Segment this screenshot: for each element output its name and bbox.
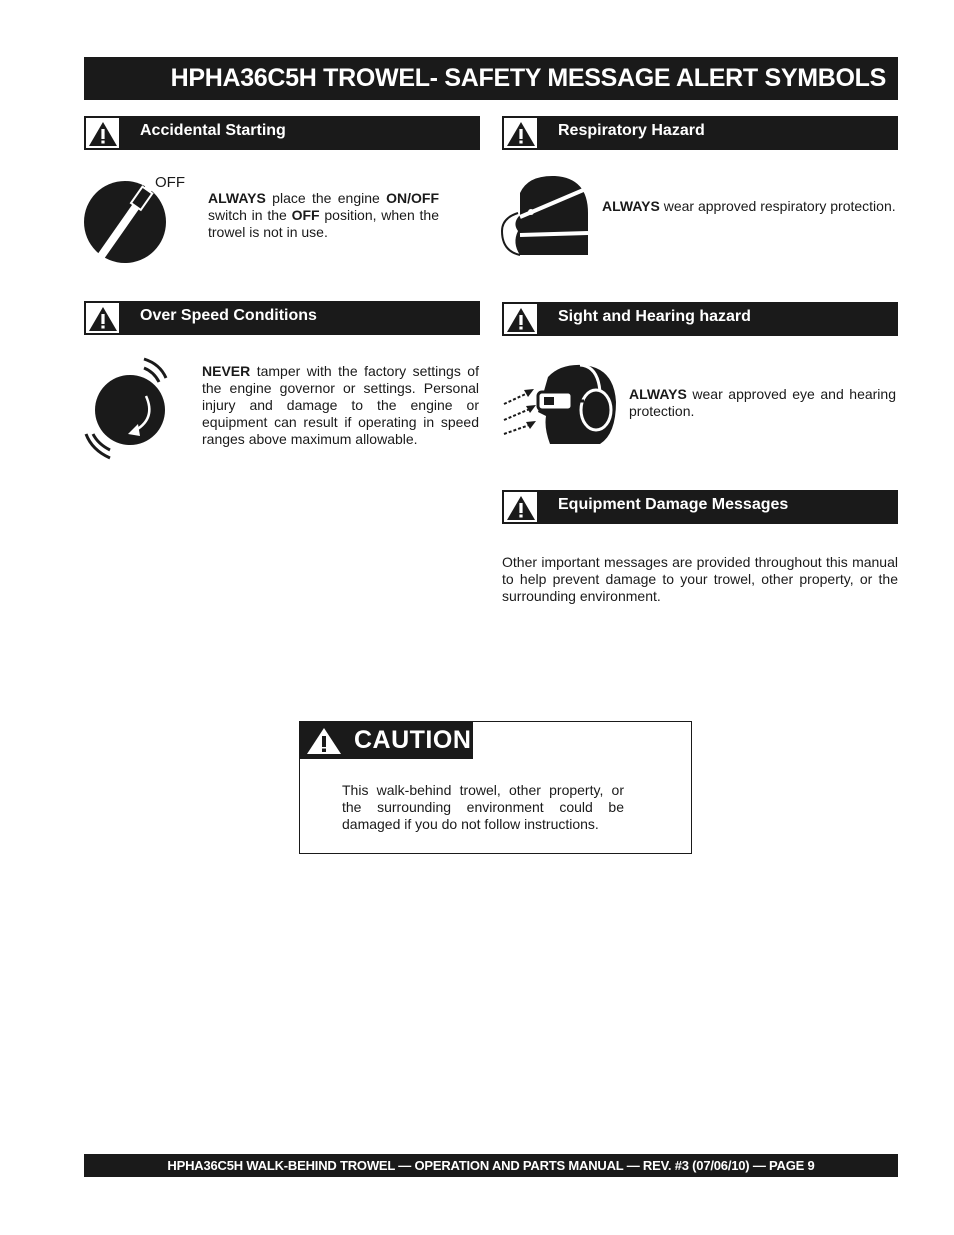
warning-triangle-icon xyxy=(502,302,539,336)
section-header-accidental-starting xyxy=(84,116,480,150)
warning-triangle-icon xyxy=(84,116,121,150)
eye-hearing-protection-icon xyxy=(500,362,622,448)
caution-label-tag xyxy=(300,722,473,759)
section-heading: Respiratory Hazard xyxy=(558,122,705,139)
section-heading: Accidental Starting xyxy=(140,122,286,139)
caution-box xyxy=(299,721,692,854)
over-speed-text: NEVER tamper with the factory settings of the engine governor or settings. Personal injury and damage to the engine or equipment can result if operating in speed ranges above maximum allowable. xyxy=(202,363,479,447)
respirator-icon xyxy=(500,173,592,263)
caution-text: This walk-behind trowel, other property, or the surrounding environment could be damaged if you do not follow instructions. xyxy=(342,782,624,832)
section-heading: Sight and Hearing hazard xyxy=(558,308,751,325)
off-label: OFF xyxy=(155,174,185,191)
section-header-respiratory-hazard xyxy=(502,116,898,150)
page-footer: HPHA36C5H WALK-BEHIND TROWEL — OPERATION AND PARTS MANUAL — REV. #3 (07/06/10) — PAGE 9 xyxy=(84,1154,898,1177)
section-header-sight-hearing xyxy=(502,302,898,336)
warning-triangle-icon xyxy=(502,116,539,150)
page-title: HPHA36C5H TROWEL- SAFETY MESSAGE ALERT SYMBOLS xyxy=(84,57,898,100)
caution-word: CAUTION xyxy=(354,726,472,754)
warning-triangle-icon xyxy=(502,490,539,524)
respiratory-text: ALWAYS wear approved respiratory protection. xyxy=(602,198,896,214)
section-header-equipment-damage xyxy=(502,490,898,524)
equipment-damage-text: Other important messages are provided throughout this manual to help prevent damage to your trowel, other property, or the surrounding environment. xyxy=(502,554,898,604)
section-heading: Over Speed Conditions xyxy=(140,307,317,324)
section-heading: Equipment Damage Messages xyxy=(558,496,789,513)
over-speed-dial-icon xyxy=(84,356,176,462)
caution-triangle-icon xyxy=(306,727,342,755)
sight-hearing-text: ALWAYS wear approved eye and hearing protection. xyxy=(629,386,896,419)
off-switch-icon xyxy=(84,173,194,265)
warning-triangle-icon xyxy=(84,301,121,335)
accidental-starting-text: ALWAYS place the engine ON/OFF switch in the OFF position, when the trowel is not in use. xyxy=(208,190,439,240)
section-header-over-speed xyxy=(84,301,480,335)
